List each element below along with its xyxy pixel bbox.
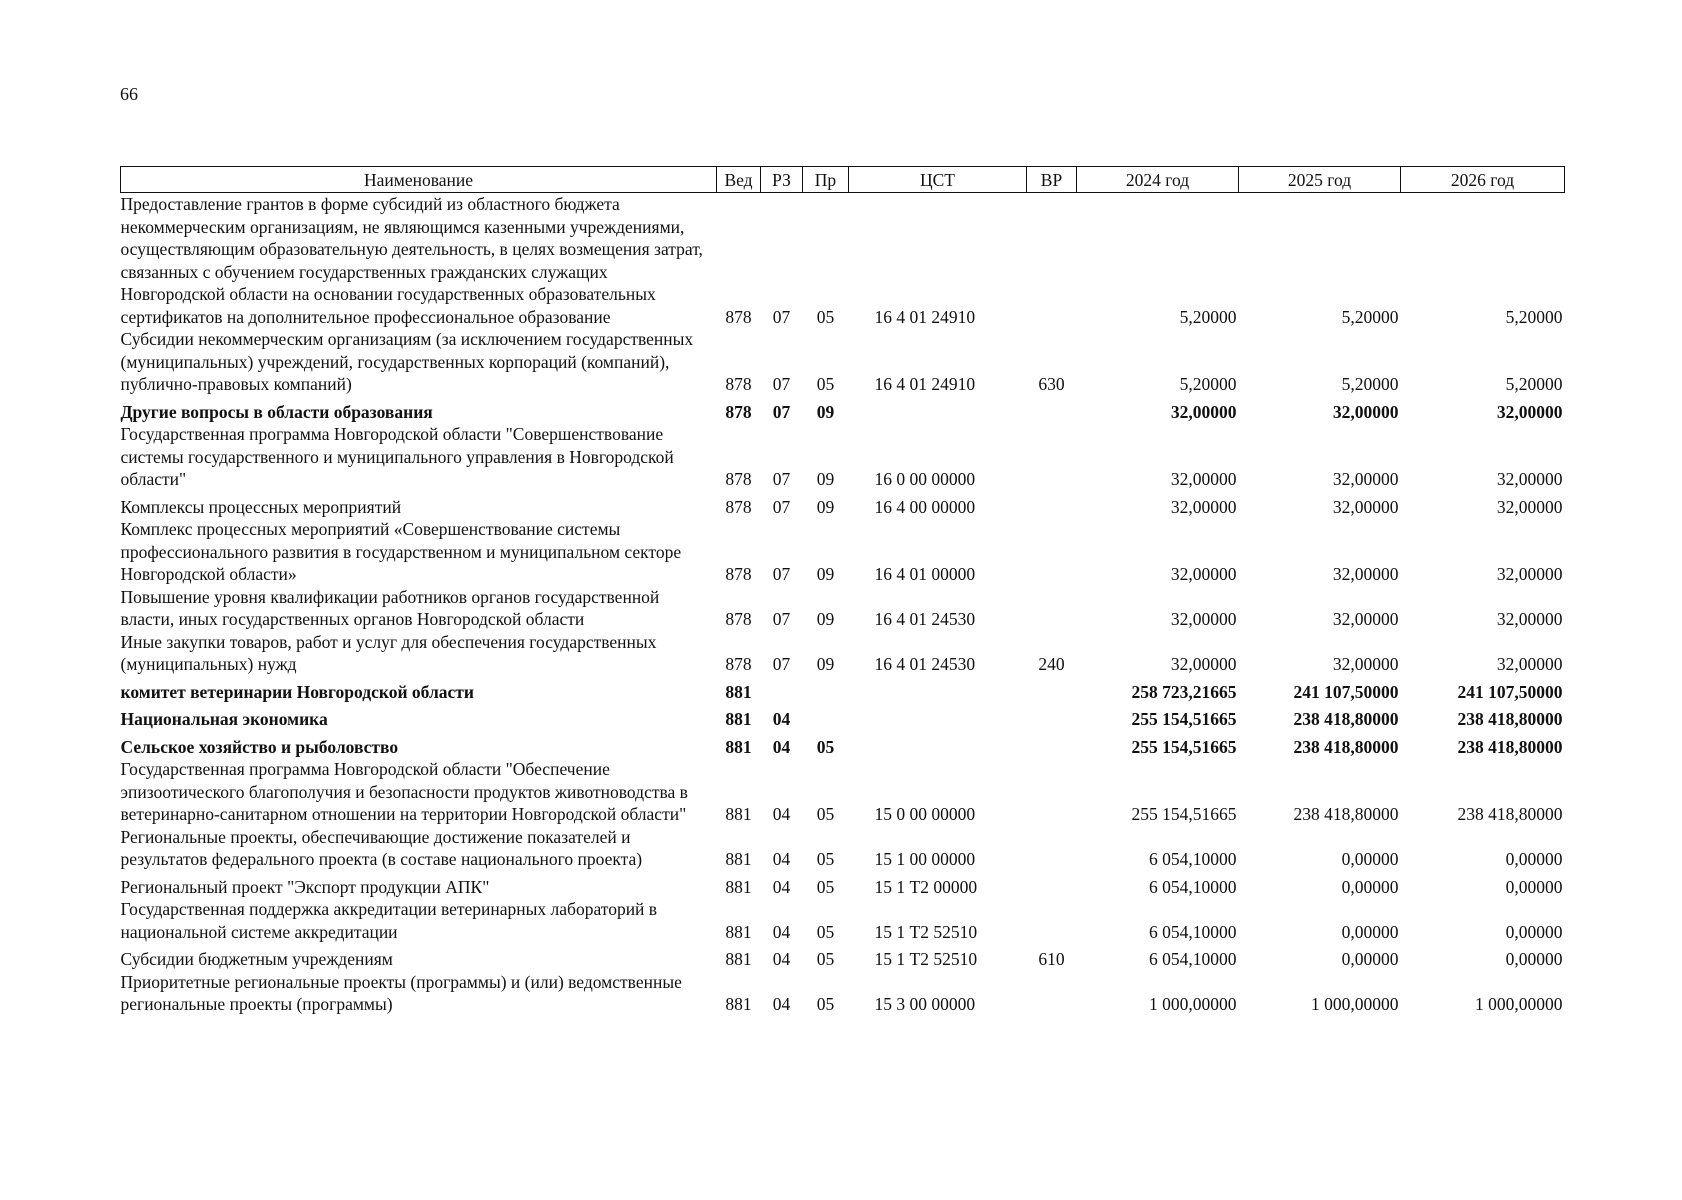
header-pr: Пр [803,167,849,193]
row-pr: 05 [816,949,835,969]
row-value-2025: 238 418,80000 [1293,736,1399,757]
row-rz: 07 [772,469,791,489]
row-cst: 16 4 01 24910 [874,306,976,327]
row-value-2025: 32,00000 [1332,469,1399,489]
row-pr: 05 [816,306,835,327]
header-2024: 2024 год [1077,167,1239,193]
row-value-2024: 6 054,10000 [1149,876,1237,897]
row-ved: 881 [725,921,752,942]
row-vr: 240 [1038,654,1065,674]
row-value-2024: 255 154,51665 [1131,736,1237,757]
table-row [121,731,1565,759]
row-vr [1027,898,1077,943]
row-value-2026: 1 000,00000 [1475,994,1563,1014]
row-value-2024: 32,00000 [1170,564,1237,584]
row-pr: 09 [816,496,835,517]
header-2025: 2025 год [1239,167,1401,193]
row-value-2024: 6 054,10000 [1149,921,1237,942]
row-cst: 15 1 Т2 52510 [874,949,978,969]
row-vr [1027,703,1077,731]
row-name: Комплексы процессных мероприятий [120,496,402,517]
row-vr: 630 [1038,374,1065,394]
table-row [121,491,1565,519]
row-name: Региональный проект "Экспорт продукции АПК" [120,876,490,897]
row-vr [1027,491,1077,519]
row-cst: 16 4 01 24530 [874,654,976,674]
row-name: Государственная программа Новгородской области "Обеспечение эпизоотического благополучия и безопасности продуктов животноводства в ветеринарно-санитарном отношении на территории Новгородской области" [120,759,688,824]
row-pr [803,676,849,704]
table-row [121,586,1565,631]
row-value-2026: 32,00000 [1496,609,1563,629]
table-row [121,971,1565,1016]
row-name: Приоритетные региональные проекты (программы) и (или) ведомственные региональные проекты (программы) [120,971,682,1014]
row-cst: 15 1 Т2 00000 [874,876,978,897]
row-name: Комплекс процессных мероприятий «Совершенствование системы профессионального развития в государственном и муниципальном секторе Новгородской области» [120,519,682,584]
row-value-2025: 238 418,80000 [1293,804,1399,824]
row-vr [1027,193,1077,329]
row-vr [1027,731,1077,759]
row-name: Предоставление грантов в форме субсидий из областного бюджета некоммерческим организациям, не являющимся казенными учреждениями, осуществляющим образовательную деятельность, в целях возмещения затрат, связанных с обучением государственных гражданских служащих Новгородской области на основании государственных образовательных сертификатов на дополнительное профессиональное образование [120,194,703,327]
header-name: Наименование [121,167,717,193]
table-body [121,193,1565,1016]
row-pr: 09 [816,609,835,629]
row-value-2025: 5,20000 [1341,374,1399,394]
row-name: Субсидии некоммерческим организациям (за исключением государственных (муниципальных) учреждений, государственных корпораций (компаний), публично-правовых компаний) [120,329,694,394]
row-value-2024: 32,00000 [1170,496,1237,517]
row-value-2026: 0,00000 [1505,949,1563,969]
row-value-2026: 5,20000 [1505,374,1563,394]
row-rz: 07 [772,609,791,629]
row-rz: 04 [772,736,791,757]
row-value-2024: 32,00000 [1170,401,1237,422]
row-ved: 881 [725,849,752,869]
table-row [121,518,1565,586]
row-cst: 15 1 Т2 52510 [874,921,978,942]
row-cst: 16 4 01 24910 [874,374,976,394]
row-rz: 04 [772,804,791,824]
row-value-2025: 32,00000 [1332,401,1399,422]
row-pr [803,703,849,731]
row-vr [1027,871,1077,899]
row-name: Повышение уровня квалификации работников органов государственной власти, иных государственных органов Новгородской области [120,586,660,629]
table-row [121,676,1565,704]
table-row [121,396,1565,424]
header-rz: РЗ [761,167,803,193]
row-rz: 04 [772,709,791,729]
row-cst: 16 4 00 00000 [874,496,976,517]
row-vr [1027,586,1077,631]
row-value-2025: 238 418,80000 [1293,709,1399,729]
header-vr: ВР [1027,167,1077,193]
row-name: Государственная поддержка аккредитации ветеринарных лабораторий в национальной системе аккредитации [120,899,658,942]
row-cst: 16 0 00 00000 [874,469,976,489]
row-value-2024: 32,00000 [1170,609,1237,629]
row-name: Региональные проекты, обеспечивающие достижение показателей и результатов федерального проекта (в составе национального проекта) [120,826,643,869]
row-rz: 07 [772,306,791,327]
table-row [121,943,1565,971]
row-ved: 878 [725,496,752,517]
row-ved: 881 [725,681,752,702]
row-cst [849,703,1027,731]
row-rz: 04 [772,849,791,869]
row-ved: 878 [725,654,752,674]
row-pr: 05 [816,921,835,942]
row-ved: 878 [725,609,752,629]
budget-table [120,166,1565,1016]
row-rz: 04 [772,994,791,1014]
table-row [121,631,1565,676]
row-value-2025: 32,00000 [1332,609,1399,629]
budget-table-container [120,166,1564,1016]
row-value-2024: 1 000,00000 [1149,994,1237,1014]
row-rz: 07 [772,374,791,394]
row-rz: 07 [772,401,791,422]
row-name: Национальная экономика [120,709,328,729]
row-value-2024: 5,20000 [1179,306,1237,327]
page-number: 66 [120,84,138,104]
row-cst: 16 4 01 24530 [874,609,976,629]
row-value-2025: 1 000,00000 [1311,994,1399,1014]
row-pr: 05 [816,994,835,1014]
row-name: Сельское хозяйство и рыболовство [120,736,399,757]
header-2026: 2026 год [1401,167,1565,193]
row-pr: 05 [816,736,835,757]
row-ved: 881 [725,736,752,757]
table-row [121,898,1565,943]
table-row [121,193,1565,329]
row-value-2026: 0,00000 [1505,849,1563,869]
row-value-2026: 241 107,50000 [1457,681,1563,702]
table-row [121,826,1565,871]
row-pr: 05 [816,876,835,897]
row-rz: 04 [772,921,791,942]
row-pr: 09 [816,564,835,584]
row-cst: 16 4 01 00000 [874,564,976,584]
row-value-2026: 32,00000 [1496,564,1563,584]
row-rz: 07 [772,496,791,517]
table-header [121,167,1565,193]
row-value-2026: 32,00000 [1496,401,1563,422]
row-pr: 09 [816,401,835,422]
row-ved: 878 [725,401,752,422]
row-value-2024: 6 054,10000 [1149,849,1237,869]
row-ved: 878 [725,374,752,394]
row-ved: 878 [725,306,752,327]
row-value-2025: 0,00000 [1341,921,1399,942]
row-vr [1027,518,1077,586]
header-ved: Вед [717,167,761,193]
row-rz: 07 [772,654,791,674]
row-name: Государственная программа Новгородской области "Совершенствование системы государственного и муниципального управления в Новгородской области" [120,424,674,489]
table-row [121,758,1565,826]
row-pr: 05 [816,849,835,869]
row-name: Иные закупки товаров, работ и услуг для обеспечения государственных (муниципальных) нужд [120,631,657,674]
row-value-2024: 32,00000 [1170,469,1237,489]
row-vr [1027,971,1077,1016]
row-value-2026: 32,00000 [1496,496,1563,517]
row-vr [1027,676,1077,704]
row-value-2026: 238 418,80000 [1457,736,1563,757]
row-ved: 881 [725,709,752,729]
row-value-2026: 0,00000 [1505,876,1563,897]
row-name: Субсидии бюджетным учреждениям [120,949,393,969]
row-cst: 15 3 00 00000 [874,994,976,1014]
row-cst [849,731,1027,759]
row-value-2026: 0,00000 [1505,921,1563,942]
row-ved: 881 [725,876,752,897]
row-vr [1027,396,1077,424]
row-value-2025: 0,00000 [1341,849,1399,869]
row-rz: 04 [772,949,791,969]
row-value-2024: 258 723,21665 [1131,681,1237,702]
row-value-2025: 32,00000 [1332,496,1399,517]
row-cst [849,396,1027,424]
row-cst [849,676,1027,704]
table-row [121,328,1565,396]
row-vr [1027,826,1077,871]
row-rz: 04 [772,876,791,897]
row-pr: 09 [816,469,835,489]
row-value-2024: 6 054,10000 [1149,949,1237,969]
row-ved: 881 [725,994,752,1014]
table-row [121,703,1565,731]
row-value-2024: 255 154,51665 [1131,709,1237,729]
row-pr: 05 [816,374,835,394]
row-name: комитет ветеринарии Новгородской области [120,681,474,702]
row-value-2024: 255 154,51665 [1131,804,1237,824]
row-value-2024: 5,20000 [1179,374,1237,394]
row-value-2026: 32,00000 [1496,469,1563,489]
row-name: Другие вопросы в области образования [120,401,433,422]
row-ved: 878 [725,469,752,489]
row-value-2026: 32,00000 [1496,654,1563,674]
row-cst: 15 1 00 00000 [874,849,976,869]
row-value-2025: 5,20000 [1341,306,1399,327]
row-value-2025: 0,00000 [1341,949,1399,969]
row-value-2026: 238 418,80000 [1457,804,1563,824]
row-value-2026: 238 418,80000 [1457,709,1563,729]
row-cst: 15 0 00 00000 [874,804,976,824]
header-cst: ЦСТ [849,167,1027,193]
row-value-2025: 32,00000 [1332,654,1399,674]
row-ved: 881 [725,804,752,824]
table-row [121,423,1565,491]
row-pr: 05 [816,804,835,824]
row-value-2025: 32,00000 [1332,564,1399,584]
row-vr [1027,423,1077,491]
row-vr: 610 [1038,949,1065,969]
row-value-2025: 0,00000 [1341,876,1399,897]
row-vr [1027,758,1077,826]
table-row [121,871,1565,899]
row-ved: 878 [725,564,752,584]
row-pr: 09 [816,654,835,674]
row-rz: 07 [772,564,791,584]
row-value-2025: 241 107,50000 [1293,681,1399,702]
row-rz [761,676,803,704]
row-ved: 881 [725,949,752,969]
row-value-2026: 5,20000 [1505,306,1563,327]
row-value-2024: 32,00000 [1170,654,1237,674]
